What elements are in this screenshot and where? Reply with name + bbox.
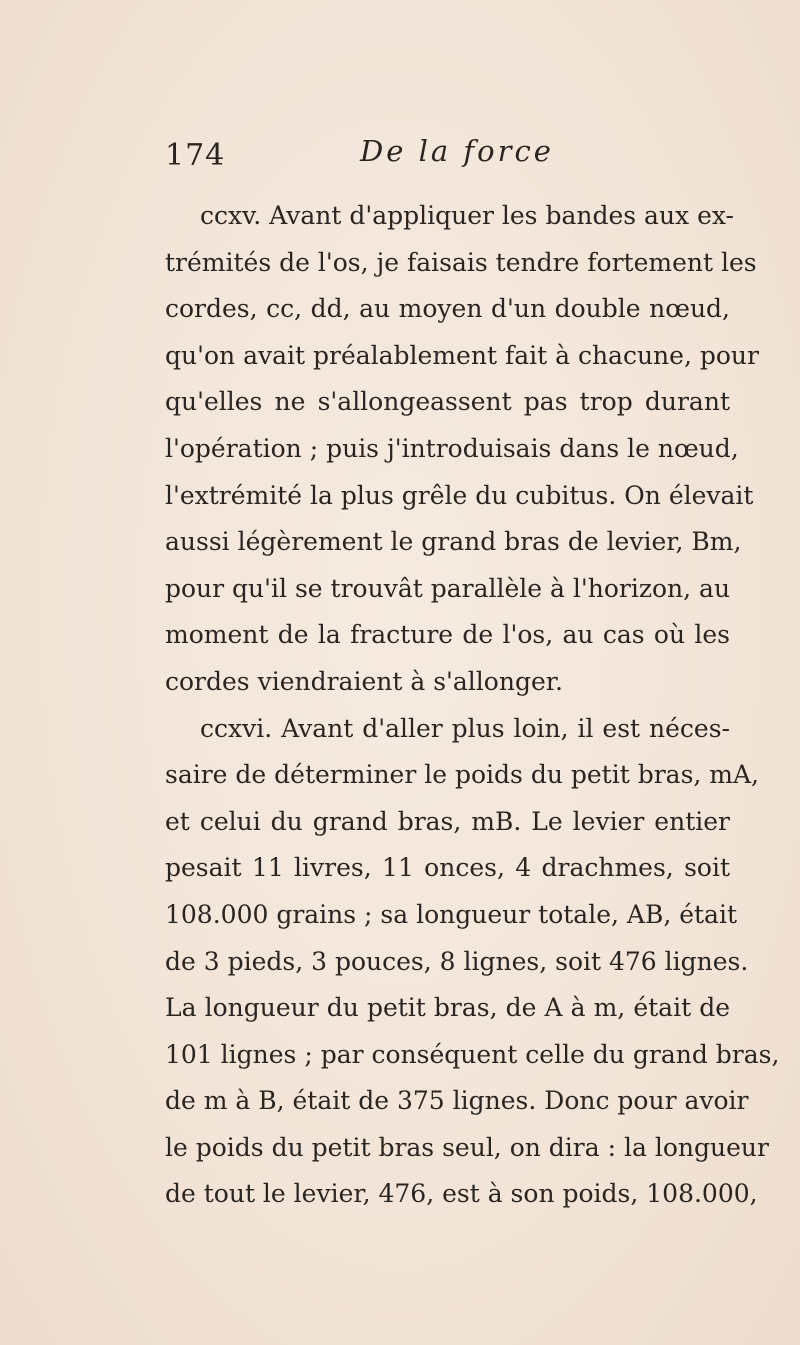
text-line: qu'elles ne s'allongeassent pas trop durant — [165, 387, 730, 417]
text-line: trémités de l'os, je faisais tendre fortement les — [165, 247, 757, 277]
text-line: La longueur du petit bras, de A à m, était de — [165, 993, 730, 1023]
running-head — [0, 130, 800, 180]
text-line: ccxv. Avant d'appliquer les bandes aux ex- — [200, 201, 734, 230]
text-line: pour qu'il se trouvât parallèle à l'horizon, au — [165, 573, 731, 603]
text-line: de m à B, était de 375 lignes. Donc pour avoir — [165, 1086, 749, 1116]
text-line: ccxvi. Avant d'aller plus loin, il est néces- — [200, 713, 730, 743]
body-text — [165, 193, 780, 1218]
text-line: de 3 pieds, 3 pouces, 8 lignes, soit 476 lignes. — [165, 946, 749, 976]
text-line: et celui du grand bras, mB. Le levier entier — [165, 806, 730, 836]
text-line: l'opération ; puis j'introduisais dans le nœud, — [165, 433, 739, 463]
text-line: 108.000 grains ; sa longueur totale, AB, était — [165, 899, 737, 929]
running-title: De la force — [360, 134, 554, 168]
text-line: le poids du petit bras seul, on dira : la longueur — [165, 1132, 769, 1162]
text-line: saire de déterminer le poids du petit bras, mA, — [165, 760, 759, 790]
text-line: de tout le levier, 476, est à son poids, 108.000, — [165, 1179, 758, 1209]
text-line: pesait 11 livres, 11 onces, 4 drachmes, soit — [165, 853, 730, 883]
text-line: aussi légèrement le grand bras de levier, Bm, — [165, 527, 742, 557]
page-number: 174 — [165, 138, 226, 173]
text-line: cordes, cc, dd, au moyen d'un double nœud, — [165, 294, 730, 324]
text-line: l'extrémité la plus grêle du cubitus. On élevait — [165, 480, 754, 510]
text-line: moment de la fracture de l'os, au cas où les — [165, 620, 730, 650]
text-line: cordes viendraient à s'allonger. — [165, 666, 563, 696]
text-line: 101 lignes ; par conséquent celle du grand bras, — [165, 1039, 780, 1069]
text-line: qu'on avait préalablement fait à chacune, pour — [165, 340, 759, 370]
